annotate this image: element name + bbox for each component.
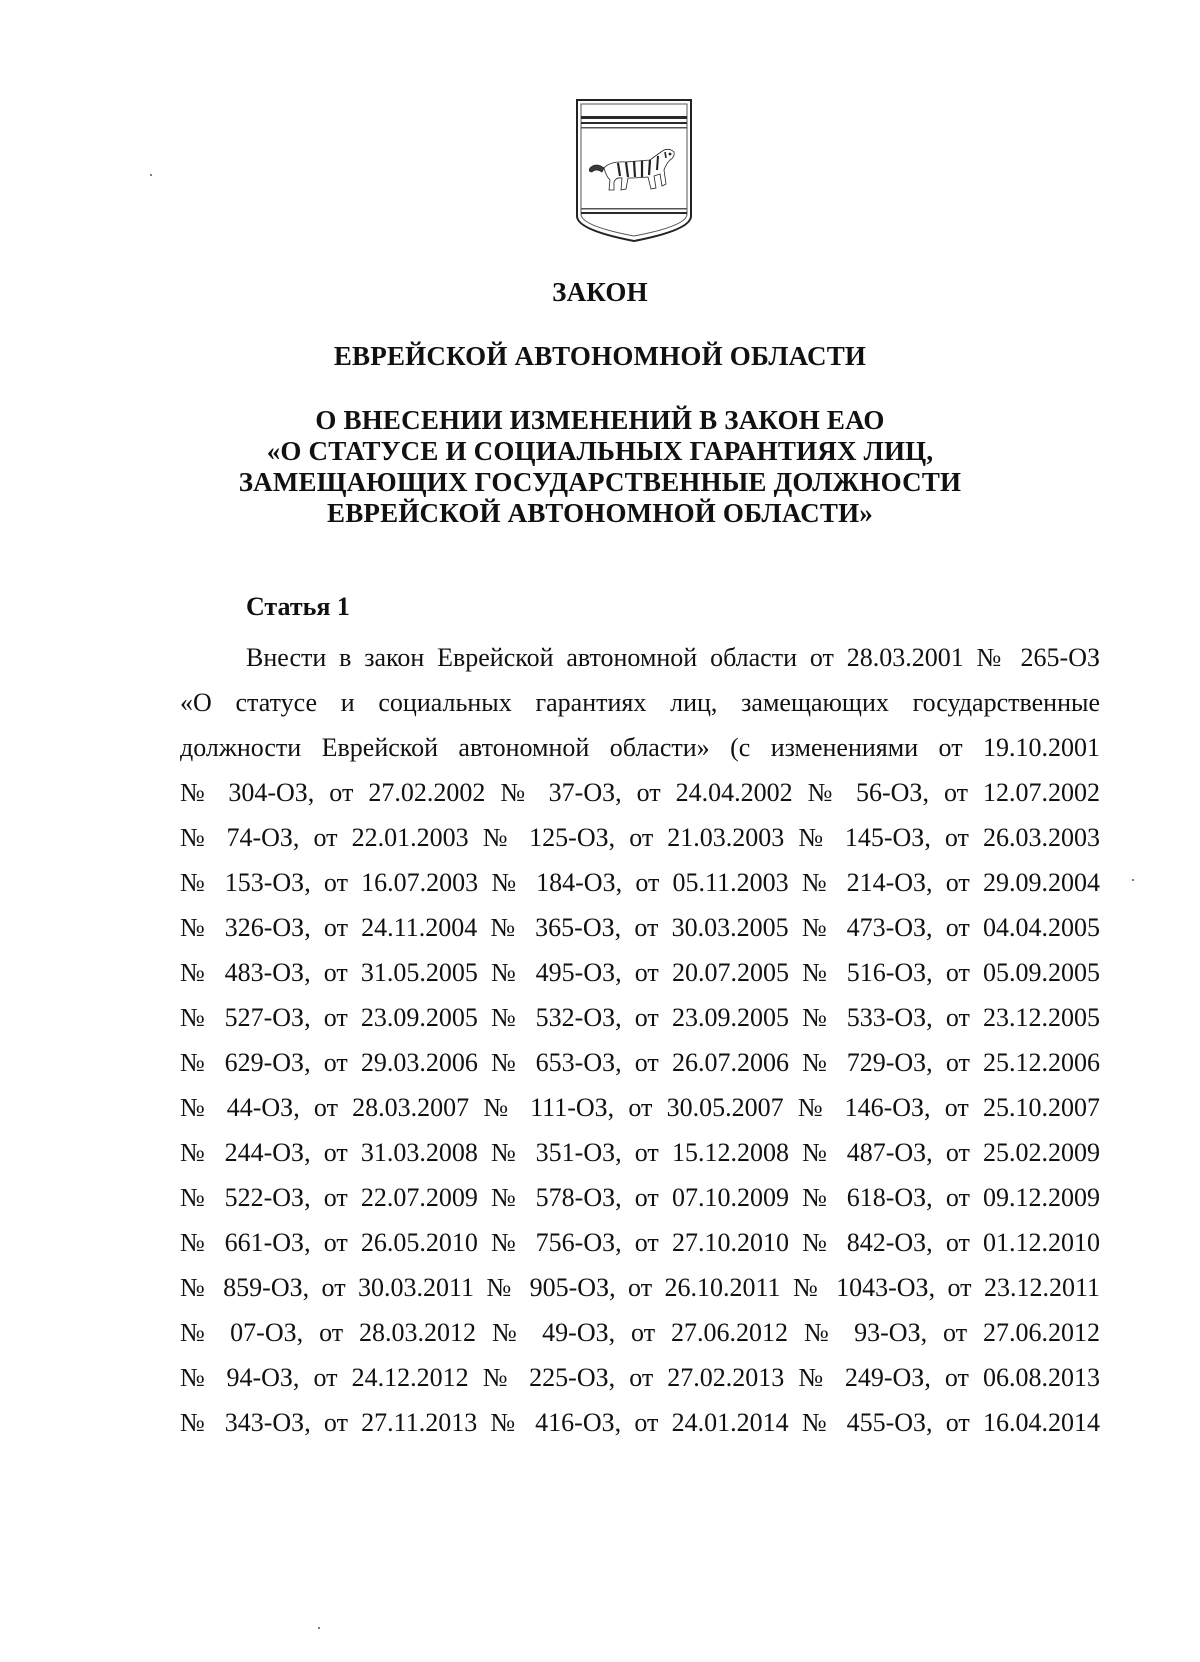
body-line: № 326-ОЗ, от 24.11.2004 № 365-ОЗ, от 30.03.2005 № 473-ОЗ, от 04.04.2005: [180, 913, 1100, 942]
body-line: № 629-ОЗ, от 29.03.2006 № 653-ОЗ, от 26.07.2006 № 729-ОЗ, от 25.12.2006: [180, 1048, 1100, 1077]
body-line: № 859-ОЗ, от 30.03.2011 № 905-ОЗ, от 26.10.2011 № 1043-ОЗ, от 23.12.2011: [180, 1273, 1100, 1302]
body-line: «О статусе и социальных гарантиях лиц, замещающих государственные: [180, 688, 1100, 717]
document-subject: [0, 405, 1200, 529]
scan-speck: [150, 174, 152, 176]
scan-speck: [1132, 879, 1134, 881]
body-line: № 94-ОЗ, от 24.12.2012 № 225-ОЗ, от 27.02.2013 № 249-ОЗ, от 06.08.2013: [180, 1363, 1100, 1392]
subject-line: ЗАМЕЩАЮЩИХ ГОСУДАРСТВЕННЫЕ ДОЛЖНОСТИ: [238, 467, 962, 497]
body-line: Внести в закон Еврейской автономной области от 28.03.2001 № 265-ОЗ: [246, 643, 1100, 672]
coat-of-arms-icon: [574, 98, 694, 243]
body-line: должности Еврейской автономной области» (с изменениями от 19.10.2001: [180, 733, 1100, 762]
document-region: ЕВРЕЙСКОЙ АВТОНОМНОЙ ОБЛАСТИ: [333, 341, 867, 371]
body-line: № 44-ОЗ, от 28.03.2007 № 111-ОЗ, от 30.05.2007 № 146-ОЗ, от 25.10.2007: [180, 1093, 1100, 1122]
body-line: № 522-ОЗ, от 22.07.2009 № 578-ОЗ, от 07.10.2009 № 618-ОЗ, от 09.12.2009: [180, 1183, 1100, 1212]
scan-speck: [318, 1627, 320, 1629]
body-line: № 527-ОЗ, от 23.09.2005 № 532-ОЗ, от 23.09.2005 № 533-ОЗ, от 23.12.2005: [180, 1003, 1100, 1032]
subject-line: О ВНЕСЕНИИ ИЗМЕНЕНИЙ В ЗАКОН ЕАО: [315, 405, 885, 435]
body-line: № 483-ОЗ, от 31.05.2005 № 495-ОЗ, от 20.07.2005 № 516-ОЗ, от 05.09.2005: [180, 958, 1100, 987]
body-line: № 244-ОЗ, от 31.03.2008 № 351-ОЗ, от 15.12.2008 № 487-ОЗ, от 25.02.2009: [180, 1138, 1100, 1167]
document-title: ЗАКОН: [552, 277, 648, 307]
article-heading: Статья 1: [246, 592, 350, 621]
body-line: № 661-ОЗ, от 26.05.2010 № 756-ОЗ, от 27.10.2010 № 842-ОЗ, от 01.12.2010: [180, 1228, 1100, 1257]
body-line: № 74-ОЗ, от 22.01.2003 № 125-ОЗ, от 21.03.2003 № 145-ОЗ, от 26.03.2003: [180, 823, 1100, 852]
body-line: № 07-ОЗ, от 28.03.2012 № 49-ОЗ, от 27.06.2012 № 93-ОЗ, от 27.06.2012: [180, 1318, 1100, 1347]
body-line: № 343-ОЗ, от 27.11.2013 № 416-ОЗ, от 24.01.2014 № 455-ОЗ, от 16.04.2014: [180, 1408, 1100, 1437]
body-line: № 304-ОЗ, от 27.02.2002 № 37-ОЗ, от 24.04.2002 № 56-ОЗ, от 12.07.2002: [180, 778, 1100, 807]
subject-line: «О СТАТУСЕ И СОЦИАЛЬНЫХ ГАРАНТИЯХ ЛИЦ,: [266, 436, 934, 466]
subject-line: ЕВРЕЙСКОЙ АВТОНОМНОЙ ОБЛАСТИ»: [327, 498, 873, 528]
body-line: № 153-ОЗ, от 16.07.2003 № 184-ОЗ, от 05.11.2003 № 214-ОЗ, от 29.09.2004: [180, 868, 1100, 897]
